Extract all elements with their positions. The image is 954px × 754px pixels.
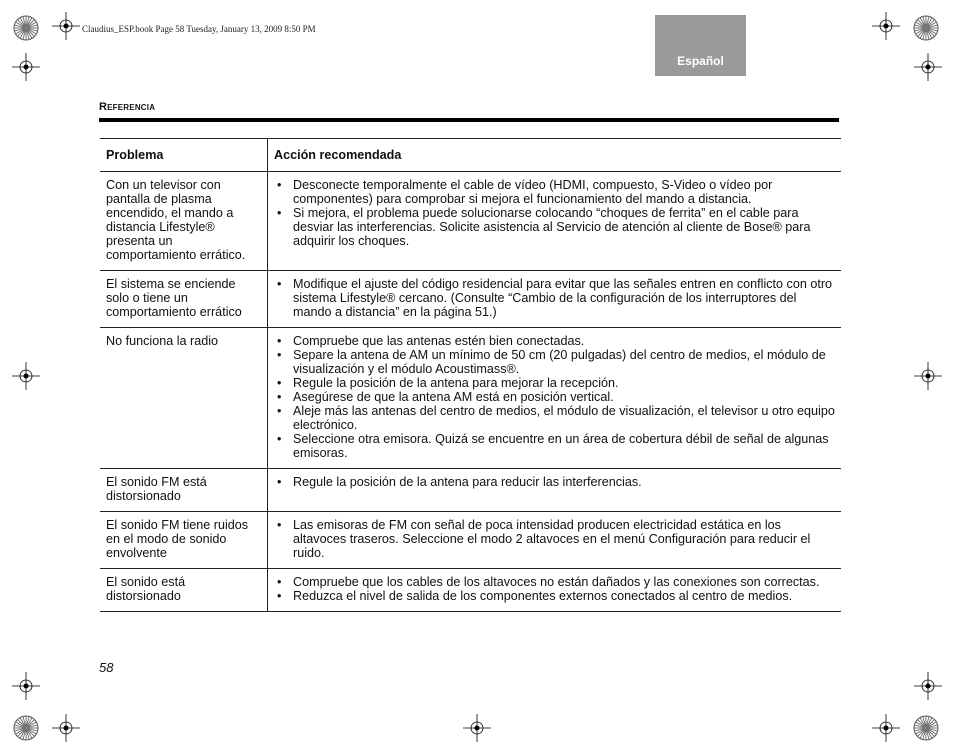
- header-action: Acción recomendada: [268, 139, 842, 172]
- registration-mark-icon: [12, 53, 40, 81]
- registration-mark-icon: [12, 362, 40, 390]
- table-row: [100, 328, 841, 469]
- header-problem: Problema: [100, 139, 268, 172]
- action-item: • Regule la posición de la antena para mejorar la recepción.: [274, 376, 835, 390]
- color-target-icon: [912, 14, 940, 42]
- action-list: [274, 575, 835, 603]
- registration-mark-icon: [12, 672, 40, 700]
- problem-cell: El sonido FM tiene ruidos en el modo de sonido envolvente: [100, 512, 268, 569]
- color-target-icon: [912, 714, 940, 742]
- language-tab: [655, 15, 746, 76]
- problem-cell: Con un televisor con pantalla de plasma encendido, el mando a distancia Lifestyle® presenta un comportamiento errático.: [100, 172, 268, 271]
- registration-mark-icon: [872, 12, 900, 40]
- table-row: [100, 469, 841, 512]
- registration-mark-icon: [52, 12, 80, 40]
- problem-cell: El sistema se enciende solo o tiene un comportamiento errático: [100, 271, 268, 328]
- section-heading: Referencia: [99, 101, 156, 113]
- heading-rule: [99, 118, 839, 122]
- action-item: • Compruebe que las antenas estén bien conectadas.: [274, 334, 835, 348]
- action-cell: [268, 271, 842, 328]
- action-list: [274, 518, 835, 560]
- troubleshooting-table: [100, 138, 841, 612]
- action-cell: [268, 172, 842, 271]
- table-row: [100, 512, 841, 569]
- table-row: [100, 271, 841, 328]
- registration-mark-icon: [463, 714, 491, 742]
- problem-cell: No funciona la radio: [100, 328, 268, 469]
- action-list: [274, 334, 835, 460]
- action-cell: [268, 569, 842, 612]
- action-item: • Las emisoras de FM con señal de poca intensidad producen electricidad estática en los altavoces traseros. Seleccione el modo 2 altavoces en el menú Configuración para reducir el ruido.: [274, 518, 835, 560]
- action-list: [274, 178, 835, 248]
- action-item: • Si mejora, el problema puede solucionarse colocando “choques de ferrita” en el cable para desviar las interferencias. Solicite asistencia al Servicio de atención al cliente de Bose® para adquirir los choques.: [274, 206, 835, 248]
- book-info-line: Claudius_ESP.book Page 58 Tuesday, January 13, 2009 8:50 PM: [82, 24, 316, 34]
- language-tab-label: Español: [677, 54, 724, 68]
- registration-mark-icon: [872, 714, 900, 742]
- registration-mark-icon: [914, 362, 942, 390]
- action-cell: [268, 469, 842, 512]
- action-list: [274, 475, 835, 489]
- action-item: • Separe la antena de AM un mínimo de 50 cm (20 pulgadas) del centro de medios, el módulo de visualización y el módulo Acoustimass®.: [274, 348, 835, 376]
- action-item: • Modifique el ajuste del código residencial para evitar que las señales entren en conflicto con otro sistema Lifestyle® cercano. (Consulte “Cambio de la configuración de los interruptores del mando a distancia” en la página 51.): [274, 277, 835, 319]
- action-item: • Reduzca el nivel de salida de los componentes externos conectados al centro de medios.: [274, 589, 835, 603]
- table-row: [100, 172, 841, 271]
- action-item: • Seleccione otra emisora. Quizá se encuentre en un área de cobertura débil de señal de algunas emisoras.: [274, 432, 835, 460]
- problem-cell: El sonido está distorsionado: [100, 569, 268, 612]
- registration-mark-icon: [914, 672, 942, 700]
- registration-mark-icon: [52, 714, 80, 742]
- action-item: • Aleje más las antenas del centro de medios, el módulo de visualización, el televisor u otro equipo electrónico.: [274, 404, 835, 432]
- action-list: [274, 277, 835, 319]
- action-item: • Asegúrese de que la antena AM está en posición vertical.: [274, 390, 835, 404]
- action-cell: [268, 328, 842, 469]
- problem-cell: El sonido FM está distorsionado: [100, 469, 268, 512]
- page-number: 58: [99, 660, 114, 675]
- color-target-icon: [12, 714, 40, 742]
- action-item: • Compruebe que los cables de los altavoces no están dañados y las conexiones son correctas.: [274, 575, 835, 589]
- table-row: [100, 569, 841, 612]
- table-header-row: [100, 139, 841, 172]
- action-cell: [268, 512, 842, 569]
- action-item: • Desconecte temporalmente el cable de vídeo (HDMI, compuesto, S-Video o vídeo por componentes) para comprobar si mejora el funcionamiento del mando a distancia.: [274, 178, 835, 206]
- registration-mark-icon: [914, 53, 942, 81]
- color-target-icon: [12, 14, 40, 42]
- action-item: • Regule la posición de la antena para reducir las interferencias.: [274, 475, 835, 489]
